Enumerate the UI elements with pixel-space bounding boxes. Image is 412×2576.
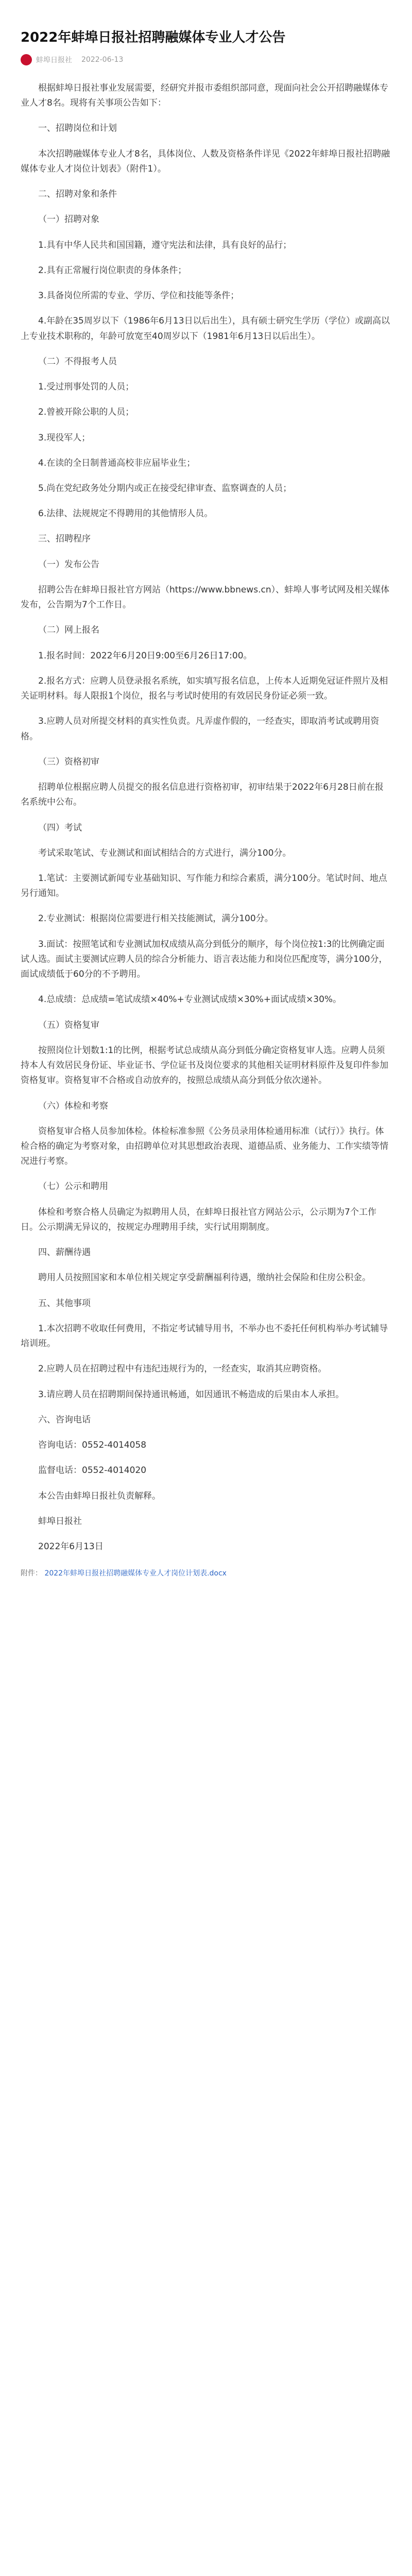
attachment-label: 附件： bbox=[21, 1569, 42, 1578]
article-paragraph: （五）资格复审 bbox=[38, 1020, 99, 1030]
article-paragraph: （一）招聘对象 bbox=[38, 214, 99, 225]
article-paragraph: 3.现役军人； bbox=[38, 432, 91, 443]
article-paragraph: 2022年6月13日 bbox=[38, 1541, 104, 1552]
article-paragraph: 资格复审合格人员参加体检。体检标准参照《公务员录用体检通用标准（试行）》执行。体检合格的确定为考察对象，由招聘单位对其思想政治表现、道德品质、业务能力、工作实绩等情况进行考察。 bbox=[21, 1126, 388, 1167]
article-paragraph: 4.年龄在35周岁以下（1986年6月13日以后出生），具有硕士研究生学历（学位）或副高以上专业技术职称的，年龄可放宽至40周岁以下（1981年6月13日以后出生）。 bbox=[21, 316, 390, 342]
article-paragraph: （七）公示和聘用 bbox=[38, 1181, 108, 1192]
article-paragraph: 5.尚在党纪政务处分期内或正在接受纪律审查、监察调查的人员； bbox=[38, 483, 292, 494]
article-paragraph: 蚌埠日报社 bbox=[38, 1516, 82, 1527]
article-title: 2022年蚌埠日报社招聘融媒体专业人才公告 bbox=[21, 30, 286, 45]
article-date: 2022-06-13 bbox=[81, 56, 124, 64]
article-paragraph: 1.具有中华人民共和国国籍，遵守宪法和法律，具有良好的品行； bbox=[38, 240, 292, 250]
article-paragraph: 咨询电话：0552-4014058 bbox=[38, 1440, 147, 1451]
article-paragraph: 招聘公告在蚌埠日报社官方网站（https://www.bbnews.cn）、蚌埠人事考试网及相关媒体发布，公告期为7个工作日。 bbox=[21, 584, 390, 611]
article-paragraph: 6.法律、法规规定不得聘用的其他情形人员。 bbox=[38, 509, 213, 519]
article-paragraph: （二）网上报名 bbox=[38, 625, 99, 636]
article-paragraph: 按照岗位计划数1:1的比例，根据考试总成绩从高分到低分确定资格复审人选。应聘人员须持本人有效居民身份证、毕业证书、学位证书及岗位要求的其他相关证明材料原件及复印件参加资格复审。资格复审不合格或自动放弃的，按照总成绩从高分到低分依次递补。 bbox=[21, 1045, 388, 1086]
article-paragraph: 五、其他事项 bbox=[38, 1298, 91, 1309]
article-paragraph: （六）体检和考察 bbox=[38, 1100, 108, 1111]
article-paragraph: 2.具有正常履行岗位职责的身体条件； bbox=[38, 265, 187, 276]
article-paragraph: 3.请应聘人员在招聘期间保持通讯畅通，如因通讯不畅造成的后果由本人承担。 bbox=[38, 1389, 345, 1400]
attachment-link[interactable]: 2022年蚌埠日报社招聘融媒体专业人才岗位计划表.docx bbox=[44, 1569, 227, 1578]
article-source bbox=[21, 54, 72, 65]
article-paragraph: 1.本次招聘不收取任何费用，不指定考试辅导用书，不举办也不委托任何机构举办考试辅导培训班。 bbox=[21, 1323, 388, 1349]
article-paragraph: 根据蚌埠日报社事业发展需要，经研究并报市委组织部同意，现面向社会公开招聘融媒体专业人才8名。现将有关事项公告如下： bbox=[21, 83, 388, 109]
article-paragraph: 3.应聘人员对所提交材料的真实性负责。凡弄虚作假的，一经查实，即取消考试或聘用资格。 bbox=[21, 716, 380, 742]
article-meta bbox=[21, 54, 391, 65]
article-paragraph: 四、薪酬待遇 bbox=[38, 1247, 91, 1258]
article-paragraph: 1.报名时间：2022年6月20日9:00至6月26日17:00。 bbox=[38, 650, 252, 661]
article-paragraph: 本公告由蚌埠日报社负责解释。 bbox=[38, 1490, 161, 1501]
attachment-row bbox=[21, 1568, 391, 1579]
article-paragraph: 3.面试：按照笔试和专业测试加权成绩从高分到低分的顺序，每个岗位按1:3的比例确定面试人选。面试主要测试应聘人员的综合分析能力、语言表达能力和岗位匹配度等，满分100分，面试成绩低于60分的不予聘用。 bbox=[21, 939, 388, 980]
article-paragraph: 六、咨询电话 bbox=[38, 1414, 91, 1425]
article-paragraph: 考试采取笔试、专业测试和面试相结合的方式进行，满分100分。 bbox=[38, 848, 291, 858]
article-paragraph: （三）资格初审 bbox=[38, 756, 99, 767]
article-paragraph: 1.笔试：主要测试新闻专业基础知识、写作能力和综合素质，满分100分。笔试时间、地点另行通知。 bbox=[21, 873, 387, 899]
article-paragraph: 招聘单位根据应聘人员提交的报名信息进行资格初审，初审结果于2022年6月28日前在报名系统中公布。 bbox=[21, 782, 384, 808]
article-body bbox=[21, 81, 391, 1554]
article-paragraph: 4.总成绩：总成绩=笔试成绩×40%+专业测试成绩×30%+面试成绩×30%。 bbox=[38, 994, 342, 1005]
article-paragraph: 一、招聘岗位和计划 bbox=[38, 123, 117, 134]
article-paragraph: 2.应聘人员在招聘过程中有违纪违规行为的，一经查实，取消其应聘资格。 bbox=[38, 1364, 327, 1375]
article-paragraph: （二）不得报考人员 bbox=[38, 356, 117, 367]
article-paragraph: 本次招聘融媒体专业人才8名，具体岗位、人数及资格条件详见《2022年蚌埠日报社招聘融媒体专业人才岗位计划表》（附件1）。 bbox=[21, 148, 390, 174]
article-paragraph: 2.曾被开除公职的人员； bbox=[38, 407, 134, 418]
article-source-label: 蚌埠日报社 bbox=[36, 56, 72, 64]
article-paragraph: 2.报名方式：应聘人员登录报名系统，如实填写报名信息，上传本人近期免冠证件照片及相关证明材料。每人限报1个岗位，报名与考试时使用的有效居民身份证必须一致。 bbox=[21, 675, 388, 702]
article-paragraph: （一）发布公告 bbox=[38, 559, 99, 570]
article-paragraph: 体检和考察合格人员确定为拟聘用人员，在蚌埠日报社官方网站公示，公示期为7个工作日。公示期满无异议的，按规定办理聘用手续，实行试用期制度。 bbox=[21, 1207, 376, 1232]
article-paragraph: 监督电话：0552-4014020 bbox=[38, 1465, 147, 1476]
source-logo-icon bbox=[21, 54, 32, 65]
article-paragraph: 二、招聘对象和条件 bbox=[38, 189, 117, 200]
article-paragraph: 2.专业测试：根据岗位需要进行相关技能测试，满分100分。 bbox=[38, 913, 273, 924]
article-paragraph: （四）考试 bbox=[38, 822, 82, 833]
article-paragraph: 三、招聘程序 bbox=[38, 534, 91, 545]
article-paragraph: 4.在读的全日制普通高校非应届毕业生； bbox=[38, 457, 196, 468]
article-paragraph: 3.具备岗位所需的专业、学历、学位和技能等条件； bbox=[38, 291, 239, 301]
article-paragraph: 聘用人员按照国家和本单位相关规定享受薪酬福利待遇，缴纳社会保险和住房公积金。 bbox=[38, 1273, 371, 1283]
article-paragraph: 1.受过刑事处罚的人员； bbox=[38, 382, 134, 393]
